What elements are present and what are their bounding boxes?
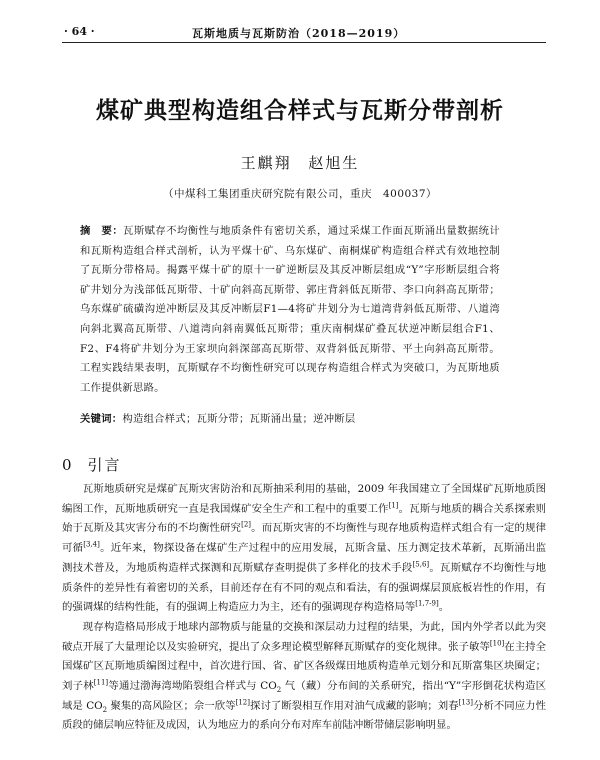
section-number: 0	[62, 456, 74, 474]
subscript: 2	[276, 686, 282, 695]
text-run: 。而瓦斯灾害的不均衡性与现存地质构造样式组合有一定的规律可循	[62, 522, 547, 555]
keywords-label: 关键词：	[80, 413, 123, 425]
author-name: 王麒翔	[240, 154, 292, 172]
subscript: 2	[102, 705, 108, 714]
citation: [11]	[93, 678, 109, 687]
section-heading	[62, 454, 122, 475]
text-run: 。	[438, 601, 450, 614]
text-run: 分析不同应力性质段的储层响应特征及成因，认为地应力的系向分布对库车前陆冲断带储层影响明显。	[62, 699, 546, 732]
text-run: 。近年来，物探设备在煤矿生产过程中的应用发展，瓦斯含量、压力测定技术革新，瓦斯涌出监测技术普及，为地质构造样式探测和瓦斯赋存查明提供了多样化的技术手段	[62, 542, 547, 574]
author-list	[0, 152, 600, 173]
paragraph	[62, 618, 546, 736]
citation: [1,7-9]	[415, 599, 439, 608]
affiliation: （中煤科工集团重庆研究院有限公司，重庆 400037）	[162, 188, 438, 200]
citation: [5,6]	[412, 560, 430, 569]
text-run: 现存构造格局形成于地球内部物质与能量的交换和深层动力过程的结果，为此，国内外学者以此为突破点开展了大量理论以及实验研究，提出了众多理论模型解释瓦斯赋存的变化规律。张子敏等	[62, 620, 546, 653]
text-run: 聚集的高风险区；佘一欣等	[107, 699, 236, 712]
author-name: 赵旭生	[308, 154, 360, 172]
text-run: 瓦斯地质研究是煤矿瓦斯灾害防治和瓦斯抽采利用的基础，2009 年我国建立了全国煤矿瓦斯地质图编图工作，瓦斯地质研究一直是我国煤矿安全生产和工程中的重要工作	[62, 483, 546, 515]
paragraph	[62, 480, 546, 618]
keywords-text: 构造组合样式；瓦斯分带；瓦斯涌出量；逆冲断层	[122, 413, 356, 425]
citation: [3,4]	[83, 540, 100, 549]
citation: [12]	[235, 698, 250, 707]
text-run: 探讨了断裂相互作用对油气成藏的影响；刘春	[250, 699, 459, 712]
text-run: 气（藏）分布间的关系研究，指出“Y”字形倒花状构造区域是 CO	[62, 680, 546, 712]
paper-title: 煤矿典型构造组合样式与瓦斯分带剖析	[96, 97, 504, 124]
text-run: 在主持全国煤矿区瓦斯地质编图过程中，首次进行国、省、矿区各级煤田地质构造单元划分和瓦斯富集区块圈定；刘子林	[62, 640, 547, 693]
citation: [1]	[388, 501, 399, 510]
text-run: 。瓦斯与地质的耦合关系探索则始于瓦斯及其灾害分布的不均衡性研究	[62, 502, 547, 535]
section-title: 引言	[87, 456, 122, 474]
citation: [2]	[241, 520, 252, 529]
page-number: · 64 ·	[64, 25, 95, 38]
text-run: 。瓦斯赋存不均衡性与地质条件的差异性有着密切的关系，目前还存在有不同的观点和看法，有的强调煤层顶底板岩性的作用，有的强调煤的结构性能，有的强调上构造应力为主，还有的强调现存构造格局等	[62, 561, 547, 614]
abstract-text: 瓦斯赋存不均衡性与地质条件有密切关系，通过采煤工作面瓦斯涌出量数据统计和瓦斯构造组合样式剖析，认为平煤十矿、乌东煤矿、南桐煤矿构造组合样式有效地控制了瓦斯分带格局。揭露平煤十矿的原十一矿逆断层及其反冲断层组成“Y”字形断层组合将矿井划分为浅部低瓦斯带、十矿向斜高瓦斯带、郭庄背斜低瓦斯带、李口向斜高瓦斯带；乌东煤矿硫磺沟逆冲断层及其反冲断层F1—4将矿井划分为七道湾背斜低瓦斯带、八道湾向斜北翼高瓦斯带、八道湾向斜南翼低瓦斯带；重庆南桐煤矿叠瓦状逆冲断层组合F1、F2、F4将矿井划分为王家坝向斜深部高瓦斯带、双背斜低瓦斯带、平土向斜高瓦斯带。工程实践结果表明，瓦斯赋存不均衡性研究可以现存构造组合样式为突破口，为瓦斯地质工作提供新思路。	[80, 225, 501, 394]
keywords	[80, 410, 500, 425]
abstract	[80, 222, 500, 398]
running-header	[62, 24, 546, 43]
abstract-label: 摘 要：	[80, 225, 124, 237]
citation: [10]	[489, 639, 505, 648]
body-text	[62, 480, 546, 736]
citation: [13]	[458, 698, 473, 707]
text-run: 等通过渤海湾坳陷裂组合样式与 CO	[108, 680, 277, 693]
journal-title: 瓦斯地质与瓦斯防治（2018—2019）	[192, 27, 406, 40]
